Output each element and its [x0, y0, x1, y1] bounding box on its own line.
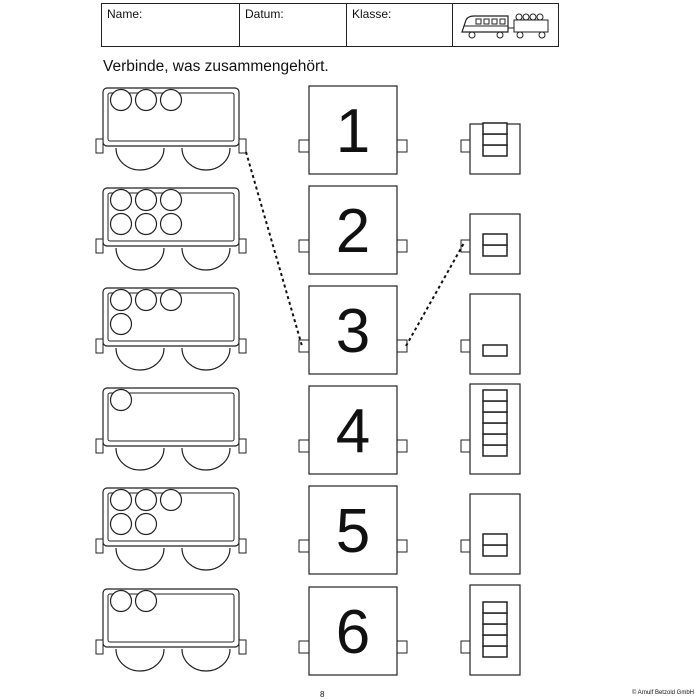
- header-table: [101, 3, 559, 47]
- dot: [111, 591, 132, 612]
- dot: [136, 90, 157, 111]
- class-label: Klasse:: [352, 7, 392, 21]
- dot: [161, 490, 182, 511]
- wheel-1: [116, 548, 164, 570]
- tower-block: [483, 390, 507, 401]
- dot: [136, 514, 157, 535]
- dot: [161, 290, 182, 311]
- wheel-1: [116, 348, 164, 370]
- tower-card-3[interactable]: [460, 286, 526, 376]
- tower-block: [483, 134, 507, 145]
- dot: [111, 390, 132, 411]
- dot-wagon-5[interactable]: [94, 486, 254, 572]
- tower-block: [483, 602, 507, 613]
- tower-block: [483, 345, 507, 356]
- wheel-1: [116, 649, 164, 671]
- copyright-text: © Arnulf Betzold GmbH: [631, 690, 694, 696]
- dot: [111, 314, 132, 335]
- date-label: Datum:: [245, 7, 284, 21]
- class-field[interactable]: [347, 4, 453, 46]
- connection-wagon1-number3: [246, 152, 302, 346]
- dot-wagon-6[interactable]: [94, 587, 254, 673]
- connection-number3-tower2: [406, 243, 464, 346]
- dot: [136, 591, 157, 612]
- tower-card-5[interactable]: [460, 486, 526, 576]
- wheel-2: [182, 248, 230, 270]
- dot: [111, 514, 132, 535]
- tower-card-4[interactable]: [460, 386, 526, 476]
- tower-block: [483, 234, 507, 245]
- wheel-2: [182, 148, 230, 170]
- dot: [161, 190, 182, 211]
- wheel-2: [182, 348, 230, 370]
- train-icon: [458, 8, 554, 42]
- tower-block: [483, 635, 507, 646]
- tower-block: [483, 445, 507, 456]
- dot: [111, 490, 132, 511]
- wheel-1: [116, 448, 164, 470]
- number-digit: 3: [335, 297, 371, 366]
- dot: [136, 190, 157, 211]
- dot: [111, 90, 132, 111]
- number-card-2[interactable]: [298, 186, 408, 276]
- dot-wagon-1[interactable]: [94, 86, 254, 172]
- dot-wagon-2[interactable]: [94, 186, 254, 272]
- dot: [136, 214, 157, 235]
- tower-block: [483, 434, 507, 445]
- tower-block: [483, 613, 507, 624]
- tower-card-6[interactable]: [460, 587, 526, 677]
- number-card-1[interactable]: [298, 86, 408, 176]
- tower-block: [483, 401, 507, 412]
- wheel-1: [116, 248, 164, 270]
- dot: [136, 290, 157, 311]
- date-field[interactable]: [240, 4, 347, 46]
- number-card-3[interactable]: [298, 286, 408, 376]
- number-card-4[interactable]: [298, 386, 408, 476]
- dot: [136, 490, 157, 511]
- tower-block: [483, 245, 507, 256]
- tower-block: [483, 412, 507, 423]
- tower-block: [483, 545, 507, 556]
- dot-wagon-3[interactable]: [94, 286, 254, 372]
- name-label: Name:: [107, 7, 143, 21]
- dot: [111, 214, 132, 235]
- train-icon-cell: [453, 4, 558, 46]
- number-digit: 6: [335, 598, 371, 667]
- wheel-2: [182, 548, 230, 570]
- tower-card-1[interactable]: [460, 86, 526, 176]
- tower-block: [483, 534, 507, 545]
- wheel-2: [182, 649, 230, 671]
- number-digit: 4: [335, 397, 371, 466]
- number-digit: 2: [335, 197, 371, 266]
- page-number: 8: [320, 690, 325, 699]
- dot: [111, 190, 132, 211]
- dot: [111, 290, 132, 311]
- name-field[interactable]: [102, 4, 240, 46]
- number-card-5[interactable]: [298, 486, 408, 576]
- number-digit: 1: [335, 97, 371, 166]
- wheel-2: [182, 448, 230, 470]
- dot: [161, 90, 182, 111]
- number-card-6[interactable]: [298, 587, 408, 677]
- tower-block: [483, 123, 507, 134]
- tower-block: [483, 646, 507, 657]
- tower-card-2[interactable]: [460, 186, 526, 276]
- dot: [161, 214, 182, 235]
- dot-wagon-4[interactable]: [94, 386, 254, 472]
- wheel-1: [116, 148, 164, 170]
- tower-block: [483, 423, 507, 434]
- number-digit: 5: [335, 497, 371, 566]
- tower-block: [483, 145, 507, 156]
- instruction-text: Verbinde, was zusammengehört.: [103, 58, 329, 75]
- tower-block: [483, 624, 507, 635]
